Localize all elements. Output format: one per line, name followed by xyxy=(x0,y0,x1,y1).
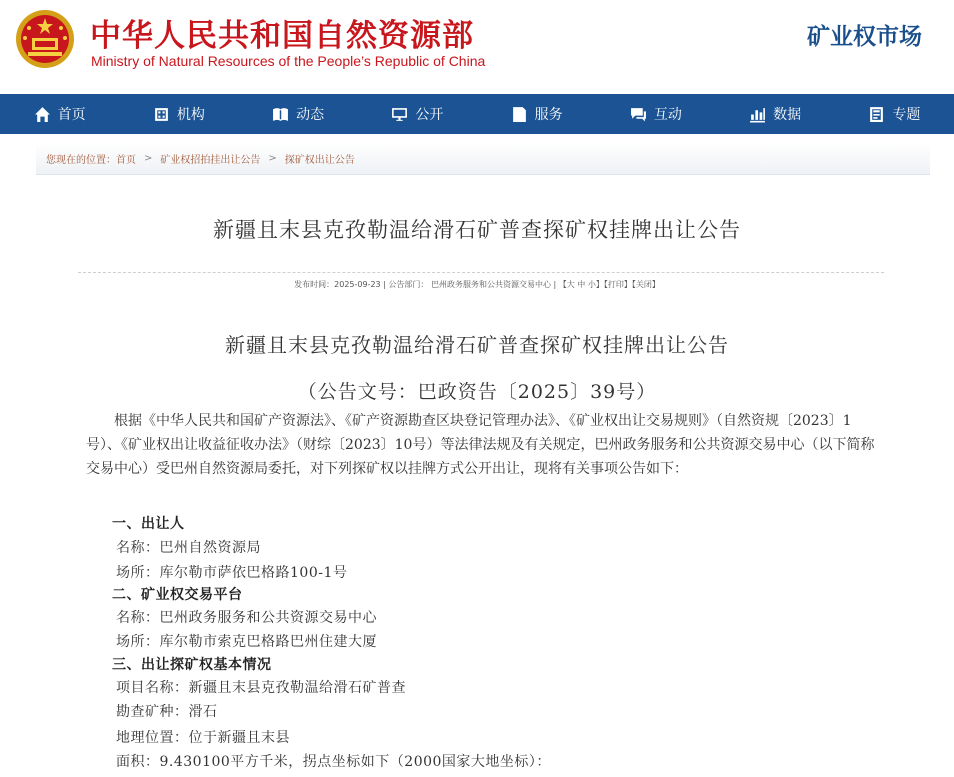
content-line: 项目名称：新疆且末县克孜勒温给滑石矿普查 xyxy=(116,680,406,696)
breadcrumb-separator: > xyxy=(144,153,153,164)
nav-item-label: 专题 xyxy=(892,107,921,123)
chat-icon xyxy=(630,106,647,123)
home-icon xyxy=(34,106,51,123)
nav-item-label: 动态 xyxy=(296,107,325,123)
intro-paragraph: 根据《中华人民共和国矿产资源法》、《矿产资源勘查区块登记管理办法》、《矿业权出让交易规则》（自然资规〔2023〕1号）、《矿业权出让收益征收办法》（财综〔2023〕10号）等法律法规及有关规定，巴州政务服务和公共资源交易中心（以下简称交易中心）受巴州自然资源局委托，对下列探矿权以挂牌方式公开出让，现将有关事项公告如下： xyxy=(86,413,875,477)
national-emblem-icon[interactable] xyxy=(14,8,76,70)
article-title: 新疆且末县克孜勒温给滑石矿普查探矿权挂牌出让公告 xyxy=(213,218,741,242)
content-line: 场所：库尔勒市索克巴格路巴州住建大厦 xyxy=(116,634,377,650)
document-number: （公告文号：巴政资告〔2025〕39号） xyxy=(297,381,657,403)
content-line: 勘查矿种：滑石 xyxy=(116,704,218,720)
nav-item-label: 互动 xyxy=(653,107,682,123)
org-icon xyxy=(153,106,170,123)
nav-item-public[interactable] xyxy=(358,94,477,134)
monitor-icon xyxy=(391,106,408,123)
meta-divider xyxy=(78,272,884,273)
breadcrumb-prefix: 您现在的位置： xyxy=(46,155,116,166)
nav-item-home[interactable] xyxy=(0,94,119,134)
breadcrumb xyxy=(36,143,930,175)
nav-item-news[interactable] xyxy=(239,94,358,134)
document-title: 新疆且末县克孜勒温给滑石矿普查探矿权挂牌出让公告 xyxy=(225,333,729,357)
section-heading: 二、矿业权交易平台 xyxy=(112,587,243,603)
ministry-title-cn[interactable]: 中华人民共和国自然资源部 xyxy=(90,18,474,54)
nav-item-data[interactable] xyxy=(716,94,835,134)
nav-item-label: 机构 xyxy=(176,107,205,123)
nav-item-label: 首页 xyxy=(57,107,86,123)
content-line: 名称：巴州政务服务和公共资源交易中心 xyxy=(116,610,377,626)
main-nav xyxy=(0,94,954,134)
nav-item-service[interactable] xyxy=(477,94,596,134)
content-line: 场所：库尔勒市萨依巴格路100-1号 xyxy=(116,565,348,581)
content-line: 名称：巴州自然资源局 xyxy=(116,540,261,556)
nav-item-label: 数据 xyxy=(773,107,802,123)
breadcrumb-separator: > xyxy=(268,153,277,164)
site-name[interactable]: 矿业权市场 xyxy=(807,24,922,50)
nav-item-label: 公开 xyxy=(415,107,444,123)
service-icon xyxy=(511,106,528,123)
site-header xyxy=(0,0,954,94)
section-heading: 三、出让探矿权基本情况 xyxy=(112,657,272,673)
nav-item-interact[interactable] xyxy=(596,94,715,134)
topic-icon xyxy=(868,106,885,123)
breadcrumb-item-exploration[interactable]: 探矿权出让公告 xyxy=(284,155,355,166)
ministry-title-en[interactable]: Ministry of Natural Resources of the People’s Republic of China xyxy=(91,53,486,69)
content-line: 地理位置：位于新疆且末县 xyxy=(116,730,290,746)
book-icon xyxy=(272,106,289,123)
article-meta: 发布时间：2025-09-23 | 公告部门： 巴州政务服务和公共资源交易中心 | 【大 中 小】【打印】【关闭】 xyxy=(294,280,660,289)
chart-icon xyxy=(749,106,766,123)
nav-item-org[interactable] xyxy=(119,94,238,134)
nav-item-topic[interactable] xyxy=(835,94,954,134)
content-line: 面积：9.430100平方千米，拐点坐标如下（2000国家大地坐标）： xyxy=(116,754,551,770)
nav-item-label: 服务 xyxy=(534,107,563,123)
breadcrumb-item-home[interactable]: 首页 xyxy=(116,155,136,166)
breadcrumb-item-auction[interactable]: 矿业权招拍挂出让公告 xyxy=(160,155,261,166)
section-heading: 一、出让人 xyxy=(112,516,185,532)
